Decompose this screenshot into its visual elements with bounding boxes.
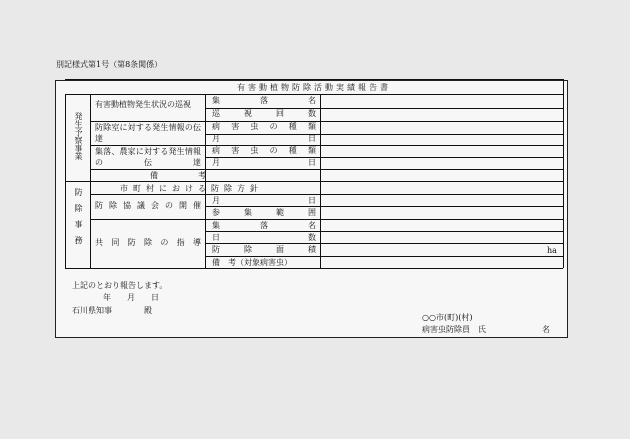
date-line: 年 月 日 [103,293,159,302]
control-policy-label: 市町村における防除方針 [120,184,263,193]
row-label-patrol: 有害動植物発生状況の巡視 [95,100,191,109]
row-item-remarks-pests: 備 考（対象病害虫） [212,258,292,267]
row-item-village-name: 集 落 名 [212,96,316,105]
report-title: 有害動植物防除活動実績報告書 [237,83,391,92]
statement-text: 上記のとおり報告します。 [72,281,168,290]
row-label-info-farmers: 集落、農家に対する発生情報の伝達 [95,147,201,167]
row-item-joint-village: 集 落 名 [212,221,316,230]
row-item-patrol-count: 巡 視 回 数 [212,109,316,118]
row-item-pest-type-2: 病 害 虫 の 種 類 [212,146,316,155]
unit-ha: ha [547,246,557,255]
addressee: 石川県知事 殿 [72,306,152,315]
remarks-label: 備 考 [150,171,206,180]
row-item-days: 日 数 [212,233,316,242]
section-label-control: 防除事務 [74,188,83,252]
row-item-pest-type: 病 害 虫 の 種 類 [212,122,316,131]
row-item-area: 防 除 面 積 [212,245,316,254]
row-item-date: 月 日 [212,134,316,143]
row-item-date-2: 月 日 [212,158,316,167]
row-item-council-date: 月 日 [212,196,316,205]
form-label: 別記様式第1号（第8条関係） [56,60,163,69]
row-item-attendees: 参 集 範 囲 [212,208,316,217]
row-label-council: 防除協議会の開催 [95,201,201,210]
row-label-info-office: 防除室に対する発生情報の伝達 [95,123,201,143]
city-label: ○○市(町)(村) [422,313,473,322]
section-label-forecast: 発生予察事業 [74,112,83,160]
officer-signature: 病害虫防除員 氏 名 [422,325,550,334]
row-label-joint-guidance: 共同防除の指導 [95,238,201,247]
